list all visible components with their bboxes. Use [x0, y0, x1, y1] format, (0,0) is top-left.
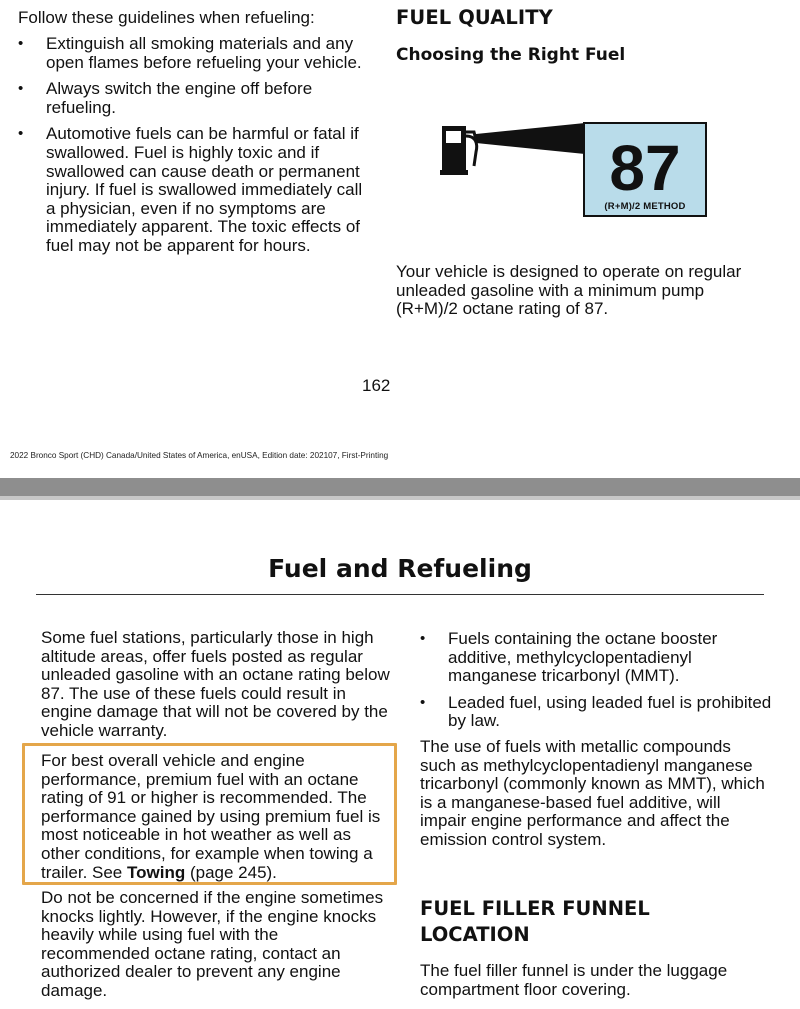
paragraph-metallic-compounds: The use of fuels with metallic compounds such as methylcyclopentadienyl manganese tricarbonyl (commonly known as MMT), which is a manganese-based fuel additive, will impair engine performance and affect the emission control system. [420, 737, 765, 849]
guidelines-list [18, 35, 363, 264]
funnel-location-heading [420, 896, 690, 948]
paragraph-funnel-location: The fuel filler funnel is under the luggage compartment floor covering. [420, 961, 728, 999]
paragraph-engine-knock: Do not be concerned if the engine sometimes knocks lightly. However, if the engine knocks heavily while using fuel with the recommended octane rating, contact an authorized dealer to prevent any engine damage. [41, 888, 384, 1000]
top-page [0, 0, 800, 478]
subsection-title: Choosing the Right Fuel [396, 45, 626, 65]
fuel-pump-icon [440, 120, 590, 220]
fuel-description: Your vehicle is designed to operate on regular unleaded gasoline with a minimum pump (R+M)/2 octane rating of 87. [396, 262, 742, 319]
towing-link[interactable]: Towing [127, 862, 186, 882]
paragraph-low-octane: Some fuel stations, particularly those in high altitude areas, offer fuels posted as regular unleaded gasoline with an octane rating below 87. The use of these fuels could result in engine damage that will not be covered by the vehicle warranty. [41, 628, 390, 740]
page-separator [0, 478, 800, 500]
page-number: 162 [362, 376, 391, 395]
page-footer: 2022 Bronco Sport (CHD) Canada/United States of America, enUSA, Edition date: 202107, First-Printing [10, 451, 389, 460]
octane-rating-label [583, 122, 707, 217]
restriction-item: • Fuels containing the octane booster additive, methylcyclopentadienyl manganese tricarbonyl (MMT). [420, 630, 780, 686]
chapter-title: Fuel and Refueling [268, 554, 532, 583]
funnel-heading-text: FUEL FILLER FUNNEL LOCATION [420, 897, 650, 946]
title-divider [36, 594, 764, 595]
octane-method: (R+M)/2 METHOD [604, 201, 686, 212]
towing-page-ref: (page 245). [185, 862, 277, 882]
fuel-restrictions-list [420, 630, 780, 739]
paragraph-premium-fuel [41, 752, 391, 882]
premium-fuel-text: For best overall vehicle and engine performance, premium fuel with an octane rating of 91 or higher is recommended. The performance gained by using premium fuel is most noticeable in hot weather as well as other conditions, for example when towing a trailer. See [41, 751, 381, 882]
restriction-item: • Leaded fuel, using leaded fuel is prohibited by law. [420, 694, 780, 731]
bottom-page [0, 500, 800, 1009]
guideline-item: • Extinguish all smoking materials and any open flames before refueling your vehicle. [18, 35, 363, 72]
octane-number: 87 [609, 132, 681, 204]
octane-illustration [440, 120, 710, 220]
guideline-item: • Always switch the engine off before refueling. [18, 80, 363, 117]
guidelines-intro: Follow these guidelines when refueling: [18, 8, 315, 27]
section-title: FUEL QUALITY [396, 6, 553, 29]
guideline-item: • Automotive fuels can be harmful or fatal if swallowed. Fuel is highly toxic and if swallowed can cause death or permanent injury. If fuel is swallowed immediately call a physician, even if no symptoms are immediately apparent. The toxic effects of fuel may not be apparent for hours. [18, 125, 363, 255]
